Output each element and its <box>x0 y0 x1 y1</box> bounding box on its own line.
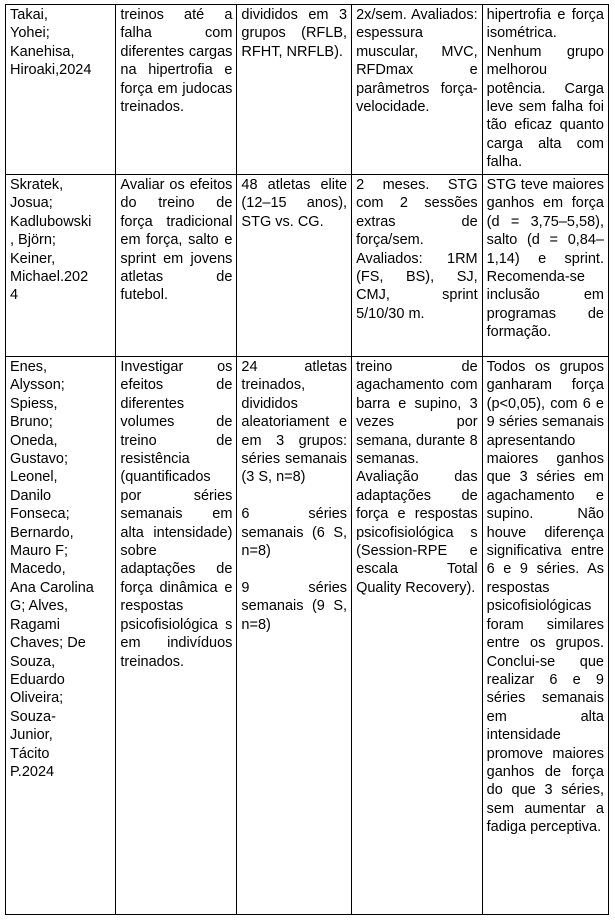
objective-cell: treinos até a falha com diferentes cargas na hipertrofia e força em judocas treinados. <box>116 5 237 175</box>
method-cell: 2x/sem. Avaliados: espessura muscular, MVC, RFDmax e parâmetros força-velocidade. <box>352 5 483 175</box>
sample-cell: 24 atletas treinados, divididos aleatoriament e em 3 grupos: séries semanais (3 S, n=8) 6 séries semanais (6 S, n=8) 9 séries semanais (9 S, n=8) <box>237 357 352 915</box>
objective-cell: Avaliar os efeitos do treino de força tradicional em força, salto e sprint em jovens atletas de futebol. <box>116 175 237 357</box>
author-cell: Skratek, Josua; Kadlubowski , Björn; Keiner, Michael.202 4 <box>6 175 116 357</box>
results-cell: STG teve maiores ganhos em força (d = 3,75–5,58), salto (d = 0,84–1,14) e sprint. Recomenda-se inclusão em programas de formação. <box>482 175 608 357</box>
results-cell: hipertrofia e força isométrica. Nenhum grupo melhorou potência. Carga leve sem falha foi tão eficaz quanto carga alta com falha. <box>482 5 608 175</box>
sample-cell: 48 atletas elite (12–15 anos), STG vs. CG. <box>237 175 352 357</box>
results-cell: Todos os grupos ganharam força (p<0,05), com 6 e 9 séries semanais apresentando maiores ganhos que 3 séries em agachamento e supino. Não houve diferença significativa entre 6 e 9 séries. As respostas psicofisiológicas foram similares entre os grupos. Conclui-se que realizar 6 e 9 séries semanais em alta intensidade promove maiores ganhos de força do que 3 séries, sem aumentar a fadiga perceptiva. <box>482 357 608 915</box>
table-row <box>6 175 609 357</box>
sample-cell: divididos em 3 grupos (RFLB, RFHT, NRFLB). <box>237 5 352 175</box>
table-row <box>6 5 609 175</box>
objective-cell: Investigar os efeitos de diferentes volumes de treino de resistência (quantificados por séries semanais em alta intensidade) sobre adaptações de força dinâmica e respostas psicofisiológica s em indivíduos treinados. <box>116 357 237 915</box>
author-cell: Enes, Alysson; Spiess, Bruno; Oneda, Gustavo; Leonel, Danilo Fonseca; Bernardo, Mauro F; Macedo, Ana Carolina G; Alves, Ragami Chaves; De Souza, Eduardo Oliveira; Souza- Junior, Tácito P.2024 <box>6 357 116 915</box>
method-cell: 2 meses. STG com 2 sessões extras de força/sem. Avaliados: 1RM (FS, BS), SJ, CMJ, sprint 5/10/30 m. <box>352 175 483 357</box>
study-summary-table <box>5 4 609 915</box>
method-cell: treino de agachamento com barra e supino, 3 vezes por semana, durante 8 semanas. Avaliação das adaptações de força e respostas psicofisiológica s (Session-RPE e escala Total Quality Recovery). <box>352 357 483 915</box>
author-cell: Takai, Yohei; Kanehisa, Hiroaki,2024 <box>6 5 116 175</box>
table-row <box>6 357 609 915</box>
